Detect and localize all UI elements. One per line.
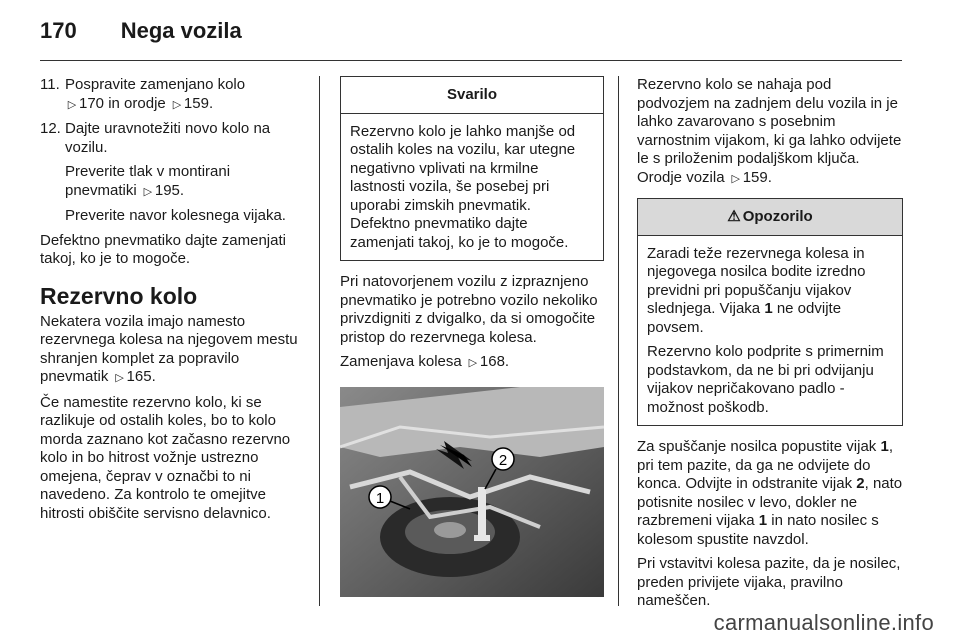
spare-wheel-carrier-figure <box>340 387 604 597</box>
step-number: 12. <box>40 120 61 137</box>
warning-header <box>638 199 902 236</box>
header-rule <box>40 60 902 61</box>
step-text: Pospravite zamenjano kolo <box>65 76 246 93</box>
figure-label-1: 1 <box>375 489 385 507</box>
watermark: carmanualsonline.info <box>713 610 934 635</box>
warning-text-2: Rezervno kolo podprite s primernim podstavkom, da ne bi pri odvijanju vijakov nepričakovano padlo - možnost poškodb. <box>647 343 884 416</box>
step-text: in orodje <box>108 94 166 112</box>
page-ref[interactable]: 168. <box>479 353 510 370</box>
paragraph-insert: Pri vstavitvi kolesa pazite, da je nosilec, preden privijete vijaka, pravilno nameščen. <box>637 555 901 609</box>
paragraph-text: , pri tem pazite, da ga ne odvijete do konca. Odvijte in odstranite vijak <box>637 438 893 492</box>
page-ref-icon: ▷ <box>115 372 124 384</box>
warning-title: Opozorilo <box>742 208 813 225</box>
bolt-number: 1 <box>764 300 773 317</box>
caution-box <box>340 76 604 261</box>
column-divider-1 <box>319 76 320 606</box>
paragraph-text: , nato potisnite nosilec v levo, dokler ne razbremeni vijaka <box>637 475 903 529</box>
paragraph-loaded: Pri natovorjenem vozilu z izpraznjeno pnevmatiko je potrebno vozilo nekoliko privzdigniti z dvigalko, da si omogočite pristop do rezervnega kolesa. <box>340 273 598 346</box>
column-3 <box>637 76 903 617</box>
step-text: Dajte uravnotežiti novo kolo na vozilu. <box>65 120 271 156</box>
warning-text-1 <box>647 245 892 338</box>
step-12 <box>40 120 304 157</box>
warning-body <box>638 236 902 426</box>
paragraph-wheel-change <box>340 353 604 373</box>
column-2 <box>340 76 604 602</box>
page-ref[interactable]: 159. <box>742 168 772 186</box>
page-ref[interactable]: 170 <box>79 94 105 112</box>
page-ref[interactable]: 195. <box>154 181 185 199</box>
caution-body <box>341 114 603 261</box>
warning-icon: ⚠ <box>727 208 741 225</box>
page-ref[interactable]: 159. <box>183 94 214 112</box>
paragraph-repair-kit <box>40 313 304 388</box>
caution-title: Svarilo <box>341 77 603 114</box>
bolt-number: 2 <box>856 475 865 492</box>
bolt-number: 1 <box>758 512 768 529</box>
page-ref-icon: ▷ <box>172 98 182 111</box>
page-ref-icon: ▷ <box>67 98 77 111</box>
paragraph-text: Zamenjava kolesa <box>340 353 462 370</box>
warning-text: ne odvijte povsem. <box>647 300 842 336</box>
warning-text: Zaradi teže rezervnega kolesa in njegovega nosilca bodite izredno previdni pri popuščanju vijakov slednjega. Vijaka <box>647 244 866 317</box>
page-header <box>40 18 242 48</box>
caution-text: Rezervno kolo je lahko manjše od ostalih koles na vozilu, kar utegne negativno vplivati na krmilne lastnosti vozila, še posebej pri uporabi zimskih pnevmatik. Defektno pnevmatiko dajte zamenjati takoj, ko je to mogoče. <box>350 122 576 251</box>
page-ref-icon: ▷ <box>731 172 740 185</box>
bolt-number: 1 <box>880 438 889 455</box>
paragraph-torque: Preverite navor kolesnega vijaka. <box>65 207 286 224</box>
figure-label-2: 2 <box>498 451 508 469</box>
page-number: 170 <box>40 18 77 43</box>
section-heading: Rezervno kolo <box>40 282 198 309</box>
paragraph-lowering <box>637 438 903 549</box>
warning-box <box>637 198 903 426</box>
paragraph-defect: Defektno pnevmatiko dajte zamenjati takoj, ko je to mogoče. <box>40 231 286 267</box>
column-divider-2 <box>618 76 619 606</box>
page-ref-icon: ▷ <box>468 357 478 369</box>
paragraph-text: in nato nosilec s kolesom spustite navzdol. <box>637 512 879 548</box>
paragraph-text: Preverite tlak v montirani pnevmatiki <box>65 163 231 199</box>
column-1 <box>40 76 304 529</box>
paragraph-text: Rezervno kolo se nahaja pod podvozjem na zadnjem delu vozila in je lahko zavarovano s posebnim varnostnim vijakom, ki ga lahko odvijete le s priloženim podaljškom ključa. Orodje vozila <box>637 76 902 186</box>
paragraph-pressure <box>40 163 304 201</box>
paragraph-text: Za spuščanje nosilca popustite vijak <box>637 438 877 455</box>
page-ref-icon: ▷ <box>143 185 153 198</box>
step-number: 11. <box>40 76 60 93</box>
page-ref[interactable]: 165. <box>126 368 156 385</box>
page-title: Nega vozila <box>120 18 242 43</box>
paragraph-speed-limit: Če namestite rezervno kolo, ki se razlikuje od ostalih koles, bo to kolo morda zaznano kot začasno rezervno kolo in bo hitrost vožnje ustrezno omejena, čeprav v označbi to ni navedeno. Za kontrolo te omejitve hitrosti obiščite servisno delavnico. <box>40 393 291 522</box>
step-11 <box>40 76 304 114</box>
paragraph-text: Nekatera vozila imajo namesto rezervnega kolesa na njegovem mestu shranjen komplet za popravilo pnevmatik <box>40 312 298 385</box>
paragraph-location <box>637 76 903 188</box>
